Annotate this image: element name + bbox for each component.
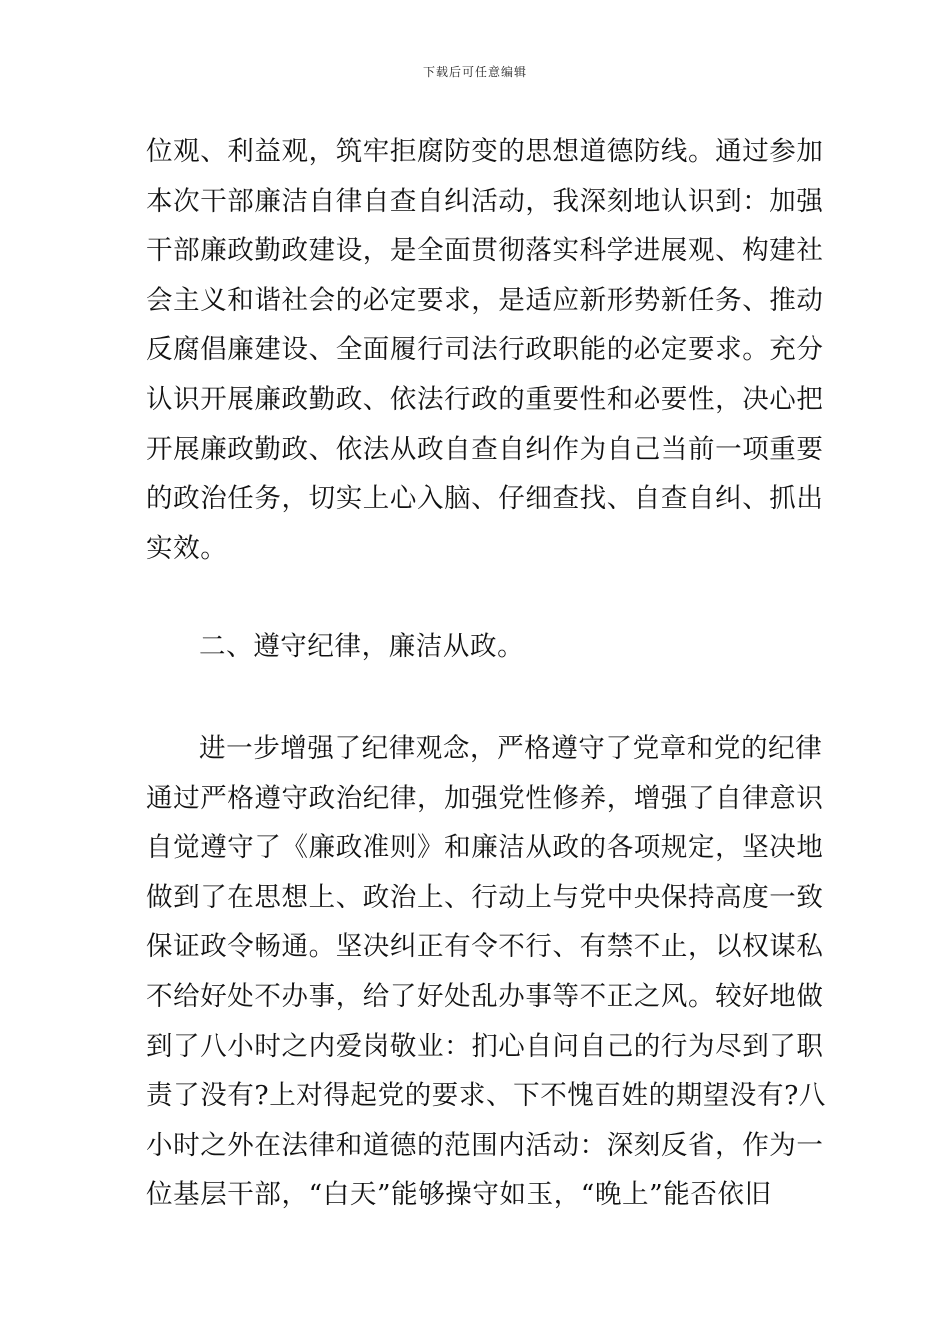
text-line: 位基层干部，“白天”能够操守如玉，“晚上”能否依旧 xyxy=(146,1179,772,1211)
text-line: 认识开展廉政勤政、依法行政的重要性和必要性，决心把 xyxy=(146,383,824,415)
text-line: 进一步增强了纪律观念，严格遵守了党章和党的纪律 xyxy=(199,733,823,764)
text-line: 干部廉政勤政建设，是全面贯彻落实科学进展观、构建社 xyxy=(146,235,824,267)
section-heading xyxy=(146,622,810,672)
text-line: 保证政令畅通。坚决纠正有令不行、有禁不止，以权谋私 xyxy=(146,931,824,963)
text-line: 通过严格遵守政治纪律，加强党性修养，增强了自律意识 xyxy=(146,782,824,814)
text-line: 自觉遵守了《廉政准则》和廉洁从政的各项规定，坚决地 xyxy=(146,832,824,864)
text-line: 会主义和谐社会的必定要求，是适应新形势新任务、推动 xyxy=(146,284,824,316)
text-line: 位观、利益观，筑牢拒腐防变的思想道德防线。通过参加 xyxy=(146,136,824,167)
text-line: 实效。 xyxy=(146,532,228,564)
paragraph-continuation xyxy=(146,127,824,573)
text-line: 的政治任务，切实上心入脑、仔细查找、自查自纠、抓出 xyxy=(146,483,824,515)
paragraph-discipline xyxy=(146,724,827,1220)
text-line: 责了没有?上对得起党的要求、下不愧百姓的期望没有?八 xyxy=(146,1080,827,1112)
text-line: 反腐倡廉建设、全面履行司法行政职能的必定要求。充分 xyxy=(146,334,824,366)
text-line: 开展廉政勤政、依法从政自查自纠作为自己当前一项重要 xyxy=(146,433,824,465)
text-line: 小时之外在法律和道德的范围内活动：深刻反省，作为一 xyxy=(146,1129,824,1161)
text-line: 到了八小时之内爱岗敬业：扪心自问自己的行为尽到了职 xyxy=(146,1030,824,1062)
text-line: 做到了在思想上、政治上、行动上与党中央保持高度一致 xyxy=(146,881,824,913)
page-header: 下载后可任意编辑 xyxy=(422,65,527,79)
text-line: 不给好处不办事，给了好处乱办事等不正之风。较好地做 xyxy=(146,980,824,1012)
heading-line: 二、遵守纪律，廉洁从政。 xyxy=(199,631,525,662)
text-line: 本次干部廉洁自律自查自纠活动，我深刻地认识到：加强 xyxy=(146,185,824,217)
